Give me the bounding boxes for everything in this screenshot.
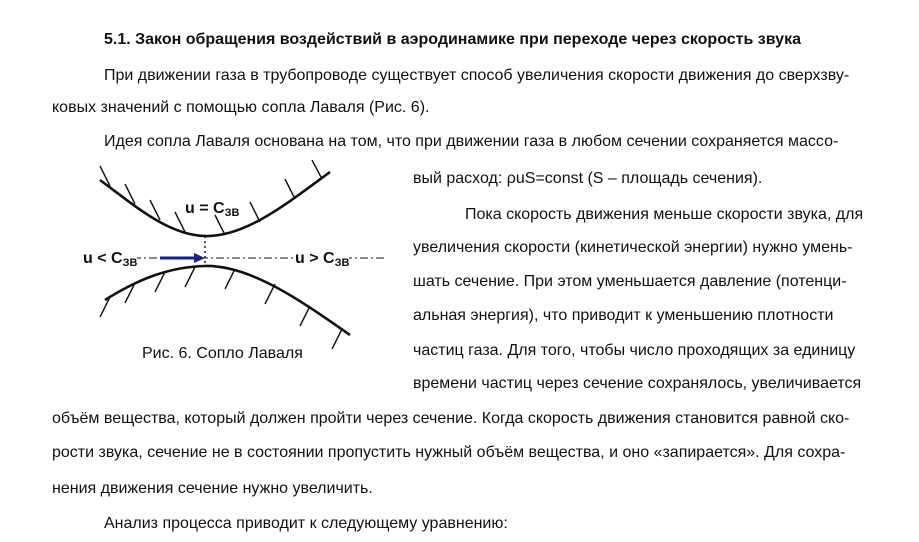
laval-nozzle-figure bbox=[80, 160, 400, 370]
paragraph-line: Анализ процесса приводит к следующему уравнению: bbox=[104, 515, 508, 532]
paragraph-line: частиц газа. Для того, чтобы число проходящих за единицу bbox=[413, 342, 856, 359]
paragraph-line: рости звука, сечение не в состоянии пропустить нужный объём вещества, и оно «запирается». Для сохра- bbox=[52, 444, 846, 461]
paragraph-line: шать сечение. При этом уменьшается давление (потенци- bbox=[413, 273, 847, 290]
upper-wall-hatching bbox=[100, 160, 322, 235]
label-subsonic: $u < C_{ЗВ}$ bbox=[83, 250, 137, 272]
paragraph-line: вый расход: ρuS=const (S – площадь сечения). bbox=[413, 170, 763, 187]
section-heading: 5.1. Закон обращения воздействий в аэродинамике при переходе через скорость звука bbox=[104, 31, 801, 48]
paragraph-line: нения движения сечение нужно увеличить. bbox=[52, 480, 373, 497]
nozzle-lower-wall bbox=[105, 266, 350, 335]
label-sonic: $u = C_{ЗВ}$ bbox=[185, 200, 240, 219]
flow-arrow-head bbox=[194, 253, 205, 263]
paragraph-line: увеличения скорости (кинетической энергии) нужно умень- bbox=[413, 239, 853, 256]
paragraph-line: Идея сопла Лаваля основана на том, что при движении газа в любом сечении сохраняется массо- bbox=[104, 133, 839, 150]
lower-wall-hatching bbox=[100, 267, 342, 349]
figure-caption: Рис. 6. Сопло Лаваля bbox=[142, 345, 303, 362]
paragraph-line: При движении газа в трубопроводе существует способ увеличения скорости движения до сверхзву- bbox=[104, 67, 850, 84]
paragraph-line: ковых значений с помощью сопла Лаваля (Рис. 6). bbox=[52, 99, 430, 116]
paragraph-line: Пока скорость движения меньше скорости звука, для bbox=[465, 206, 864, 223]
paragraph-line: времени частиц через сечение сохранялось, увеличивается bbox=[413, 375, 862, 392]
label-supersonic: $u > C_{ЗВ}$ bbox=[295, 250, 349, 272]
paragraph-line: объём вещества, который должен пройти через сечение. Когда скорость движения становится равной ско- bbox=[52, 410, 850, 427]
paragraph-line: альная энергия), что приводит к уменьшению плотности bbox=[413, 307, 834, 324]
